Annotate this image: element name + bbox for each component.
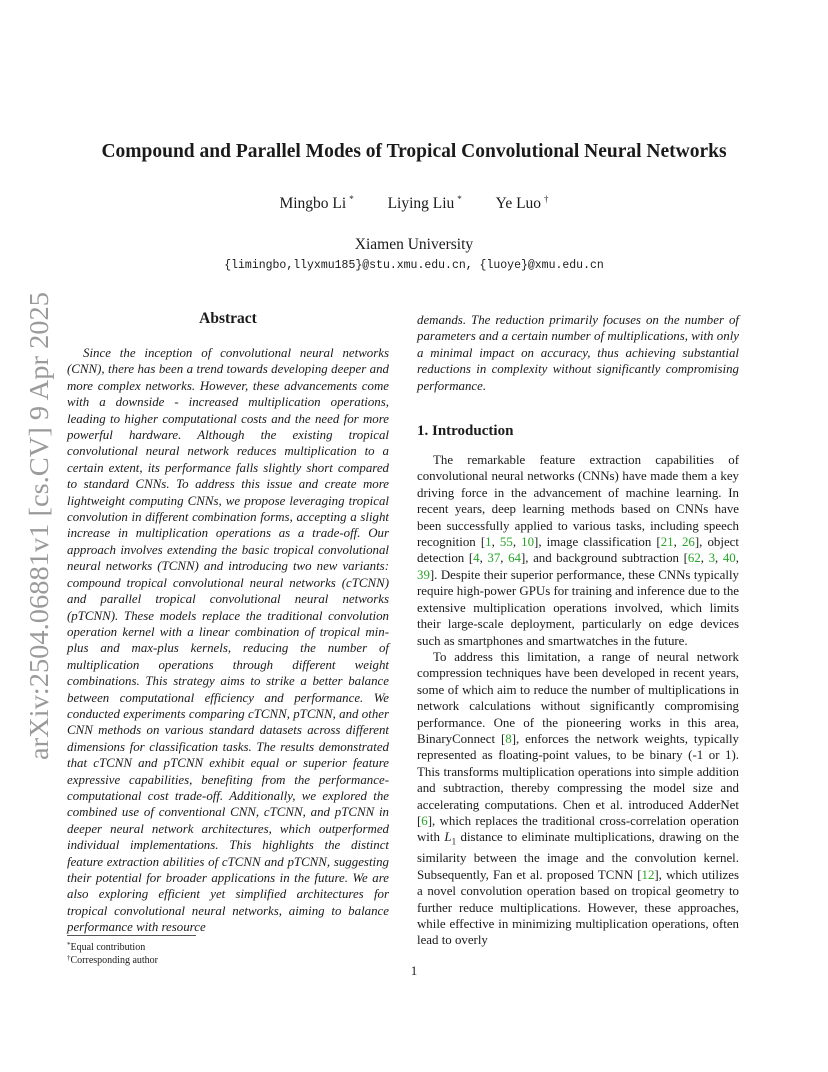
citation-link[interactable]: 62 xyxy=(687,551,701,566)
paper-title: Compound and Parallel Modes of Tropical Convolutional Neural Networks xyxy=(101,141,727,162)
arxiv-stamp-text: arXiv:2504.06881v1 [cs.CV] 9 Apr 2025 xyxy=(24,316,54,760)
author-name: Ye Luo xyxy=(495,195,542,212)
author xyxy=(496,195,549,212)
citation-link[interactable]: 40 xyxy=(722,551,736,566)
right-column xyxy=(417,312,739,949)
author-list xyxy=(0,194,828,213)
author-mark: † xyxy=(544,194,549,204)
citation-link[interactable]: 26 xyxy=(681,535,695,550)
section-heading-introduction: 1. Introduction xyxy=(417,423,514,440)
intro-paragraph-2: To address this limitation, a range of neural network compression techniques have been developed in recent years, some of which aim to reduce the number of multiplications in network calculations without significantly compromising performance. One of the pioneering works in this area, BinaryConnect [8], enforces the network weights, typically represented as floating-point values, to be binary (-1 or 1). This transforms multiplication operations into simple addition and subtraction, thereby compressing the model size and accelerating computations. Chen et al. introduced AdderNet [6], which replaces the traditional cross-correlation operation with $L_1$ distance to eliminate multiplications, drawing on the similarity between the image and the convolution kernel. Subsequently, Fan et al. proposed TCNN [12], which utilizes a novel convolution operation based on tropical geometry to further reduce multiplications. However, these approaches, while effective in minimizing multiplication operations, often lead to overly xyxy=(417,649,740,948)
author-mark: * xyxy=(349,194,354,204)
author-name: Liying Liu xyxy=(387,195,455,212)
arxiv-identifier-stamp xyxy=(14,292,60,762)
citation-link[interactable]: 3 xyxy=(708,551,716,566)
footnote-corresponding-author: †Corresponding author xyxy=(67,954,158,966)
citation-link[interactable]: 4 xyxy=(473,551,480,566)
citation-link[interactable]: 6 xyxy=(421,813,428,828)
citation-link[interactable]: 10 xyxy=(521,535,535,550)
citation-link[interactable]: 12 xyxy=(641,867,655,882)
intro-paragraph-1: The remarkable feature extraction capabilities of convolutional neural networks (CNNs) have made them a key driving force in the advancement of machine learning. In recent years, deep learning methods based on CNNs have been successfully applied to various tasks, including speech recognition [1, 55, 10], image classification [21, 26], object detection [4, 37, 64], and background subtraction [62, 3, 40, 39]. Despite their superior performance, these CNNs typically require high-power GPUs for training and inference due to the extensive multiplication operations involved, which limits their large-scale deployment, particularly on edge devices such as smartphones and smartwatches in the future. xyxy=(417,453,739,648)
affiliation: Xiamen University xyxy=(354,236,474,253)
footnote-rule xyxy=(67,935,196,936)
author-mark: * xyxy=(457,194,462,204)
abstract-text-right: demands. The reduction primarily focuses on the number of parameters and a certain number of multiplications, with only a minimal impact on accuracy, thus achieving substantial reductions in complexity without significantly compromising performance. xyxy=(417,313,739,393)
author xyxy=(279,195,353,212)
page-number: 1 xyxy=(410,963,418,978)
citation-link[interactable]: 39 xyxy=(417,567,430,582)
citation-link[interactable]: 1 xyxy=(485,535,492,550)
citation-link[interactable]: 8 xyxy=(505,731,512,746)
left-column xyxy=(67,310,389,936)
math-l1-norm: $L_1$ xyxy=(444,830,457,847)
citation-link[interactable]: 21 xyxy=(660,535,674,550)
abstract-heading: Abstract xyxy=(199,310,257,327)
author-name: Mingbo Li xyxy=(279,195,347,212)
author xyxy=(388,195,462,212)
footnote-equal-contribution: *Equal contribution xyxy=(67,941,146,953)
citation-link[interactable]: 64 xyxy=(508,551,521,566)
abstract-text-left: Since the inception of convolutional neural networks (CNN), there has been a trend towards developing deeper and more complex networks. However, these advancements come with a downside - increased multiplication operations, leading to higher computational costs and the need for more powerful hardware. Although the existing tropical convolutional neural network reduces multiplication to a certain extent, its performance falls slightly short compared to standard CNNs. To address this issue and create more lightweight computing CNNs, we propose leveraging tropical convolution in different combination forms, accepting a slight increase in multiplication operations as a trade-off. Our approach involves extending the basic tropical convolutional neural networks (TCNN) and introducing two new variants: compound tropical convolutional neural networks (cTCNN) and parallel tropical convolutional neural networks (pTCNN). These models replace the traditional convolution operation kernel with a linear combination of tropical min-plus and max-plus kernels, reducing the number of multiplication operations through different weight combinations. This strategy aims to strike a better balance between computational efficiency and performance. We conducted experiments comparing cTCNN, pTCNN, and other CNN methods on various standard datasets across different dimensions for classification tasks. The results demonstrated that cTCNN and pTCNN exhibit equal or superior feature expressive capabilities, benefiting from the performance-computational cost trade-off. Additionally, we explored the combined use of conventional CNN, cTCNN, and pTCNN in deeper neural network architectures, which outperformed individual implementations. This highlights the distinct feature extraction abilities of cTCNN and pTCNN, suggesting their potential for broader applications in the future. We are also exploring efficient yet simplified architectures for tropical convolutional neural networks, aiming to balance performance with resource xyxy=(67,346,389,935)
author-emails: {limingbo,llyxmu185}@stu.xmu.edu.cn, {luoye}@xmu.edu.cn xyxy=(224,259,604,272)
citation-link[interactable]: 37 xyxy=(487,551,501,566)
citation-link[interactable]: 55 xyxy=(499,535,513,550)
